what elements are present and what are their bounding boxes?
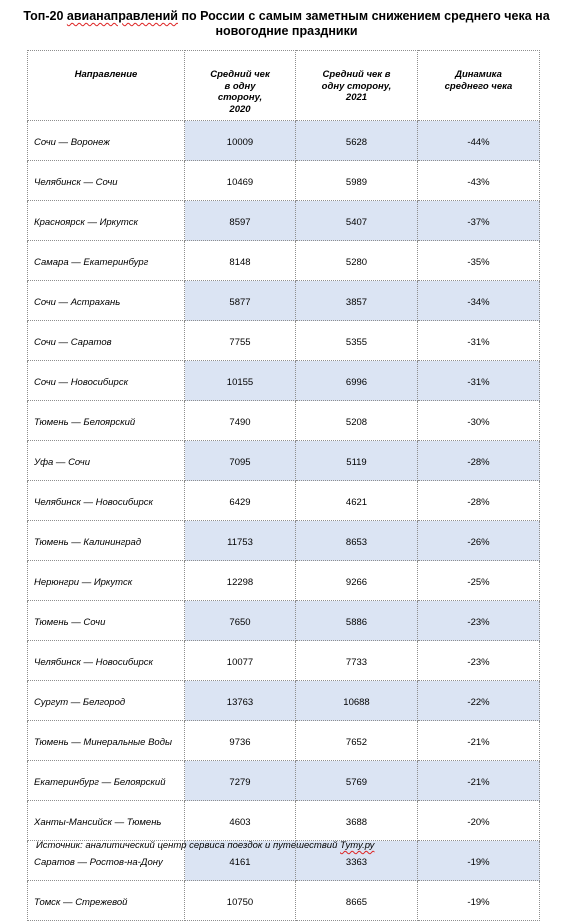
cell-avg-2021: 3363 bbox=[296, 841, 418, 881]
cell-dynamics: -21% bbox=[418, 721, 540, 761]
cell-avg-2021: 8665 bbox=[296, 881, 418, 921]
table-row bbox=[28, 361, 540, 401]
title-underlined-word: авианаправлений bbox=[66, 9, 178, 23]
cell-avg-2021: 5628 bbox=[296, 121, 418, 161]
cell-avg-2020: 8148 bbox=[185, 241, 296, 281]
cell-dynamics: -34% bbox=[418, 281, 540, 321]
cell-avg-2020: 7095 bbox=[185, 441, 296, 481]
page-title bbox=[10, 9, 563, 39]
table-row bbox=[28, 601, 540, 641]
cell-direction: Сургут — Белгород bbox=[28, 681, 185, 721]
cell-avg-2021: 7652 bbox=[296, 721, 418, 761]
header-avg-2020-text: Средний чек в одну сторону, 2020 bbox=[210, 69, 270, 115]
cell-avg-2020: 4161 bbox=[185, 841, 296, 881]
cell-avg-2021: 5208 bbox=[296, 401, 418, 441]
header-direction: Направление bbox=[28, 51, 185, 121]
table-row bbox=[28, 521, 540, 561]
cell-dynamics: -20% bbox=[418, 801, 540, 841]
table-row bbox=[28, 561, 540, 601]
routes-table bbox=[27, 50, 540, 921]
cell-direction: Самара — Екатеринбург bbox=[28, 241, 185, 281]
table-row bbox=[28, 481, 540, 521]
cell-avg-2020: 5877 bbox=[185, 281, 296, 321]
source-note bbox=[36, 840, 374, 851]
title-part-2: по России с самым заметным снижением среднего чека на новогодние праздники bbox=[177, 9, 550, 38]
table-row bbox=[28, 321, 540, 361]
cell-dynamics: -22% bbox=[418, 681, 540, 721]
cell-direction: Красноярск — Иркутск bbox=[28, 201, 185, 241]
source-prefix: Источник: аналитический центр сервиса поездок и путешествий bbox=[36, 840, 341, 851]
table-row bbox=[28, 801, 540, 841]
cell-dynamics: -44% bbox=[418, 121, 540, 161]
cell-dynamics: -37% bbox=[418, 201, 540, 241]
table-row bbox=[28, 401, 540, 441]
cell-avg-2021: 5886 bbox=[296, 601, 418, 641]
cell-direction: Тюмень — Сочи bbox=[28, 601, 185, 641]
cell-dynamics: -31% bbox=[418, 321, 540, 361]
cell-avg-2021: 5769 bbox=[296, 761, 418, 801]
cell-dynamics: -28% bbox=[418, 481, 540, 521]
table-row bbox=[28, 281, 540, 321]
cell-dynamics: -43% bbox=[418, 161, 540, 201]
cell-direction: Сочи — Новосибирск bbox=[28, 361, 185, 401]
cell-avg-2020: 7279 bbox=[185, 761, 296, 801]
cell-avg-2020: 10009 bbox=[185, 121, 296, 161]
title-part-1: Топ-20 bbox=[23, 9, 67, 23]
cell-direction: Уфа — Сочи bbox=[28, 441, 185, 481]
cell-avg-2020: 10155 bbox=[185, 361, 296, 401]
table-row bbox=[28, 641, 540, 681]
cell-direction: Сочи — Воронеж bbox=[28, 121, 185, 161]
cell-avg-2020: 10469 bbox=[185, 161, 296, 201]
cell-direction: Тюмень — Калининград bbox=[28, 521, 185, 561]
cell-direction: Челябинск — Новосибирск bbox=[28, 641, 185, 681]
table-row bbox=[28, 161, 540, 201]
cell-avg-2020: 4603 bbox=[185, 801, 296, 841]
cell-avg-2021: 5355 bbox=[296, 321, 418, 361]
cell-direction: Челябинск — Сочи bbox=[28, 161, 185, 201]
table-header-row bbox=[28, 51, 540, 121]
cell-avg-2020: 10077 bbox=[185, 641, 296, 681]
cell-direction: Сочи — Саратов bbox=[28, 321, 185, 361]
cell-direction: Челябинск — Новосибирск bbox=[28, 481, 185, 521]
cell-direction: Сочи — Астрахань bbox=[28, 281, 185, 321]
cell-dynamics: -19% bbox=[418, 881, 540, 921]
cell-avg-2020: 6429 bbox=[185, 481, 296, 521]
cell-dynamics: -31% bbox=[418, 361, 540, 401]
cell-dynamics: -23% bbox=[418, 641, 540, 681]
cell-avg-2020: 12298 bbox=[185, 561, 296, 601]
cell-dynamics: -35% bbox=[418, 241, 540, 281]
cell-avg-2021: 5989 bbox=[296, 161, 418, 201]
table-row bbox=[28, 441, 540, 481]
cell-dynamics: -25% bbox=[418, 561, 540, 601]
cell-avg-2021: 5119 bbox=[296, 441, 418, 481]
table-body bbox=[28, 121, 540, 921]
cell-dynamics: -26% bbox=[418, 521, 540, 561]
cell-direction: Ханты-Мансийск — Тюмень bbox=[28, 801, 185, 841]
cell-avg-2020: 10750 bbox=[185, 881, 296, 921]
cell-dynamics: -21% bbox=[418, 761, 540, 801]
cell-direction: Екатеринбург — Белоярский bbox=[28, 761, 185, 801]
cell-direction: Нерюнгри — Иркутск bbox=[28, 561, 185, 601]
table-row bbox=[28, 241, 540, 281]
cell-avg-2021: 6996 bbox=[296, 361, 418, 401]
cell-dynamics: -23% bbox=[418, 601, 540, 641]
cell-avg-2021: 5280 bbox=[296, 241, 418, 281]
cell-avg-2021: 9266 bbox=[296, 561, 418, 601]
header-avg-2020 bbox=[185, 51, 296, 121]
header-dynamics-text: Динамика среднего чека bbox=[444, 69, 513, 92]
header-dynamics bbox=[418, 51, 540, 121]
cell-direction: Саратов — Ростов-на-Дону bbox=[28, 841, 185, 881]
table-row bbox=[28, 121, 540, 161]
cell-direction: Тюмень — Белоярский bbox=[28, 401, 185, 441]
cell-avg-2021: 7733 bbox=[296, 641, 418, 681]
cell-dynamics: -19% bbox=[418, 841, 540, 881]
source-link[interactable]: Туту.ру bbox=[340, 840, 375, 851]
cell-direction: Тюмень — Минеральные Воды bbox=[28, 721, 185, 761]
cell-dynamics: -30% bbox=[418, 401, 540, 441]
cell-direction: Томск — Стрежевой bbox=[28, 881, 185, 921]
cell-avg-2020: 7650 bbox=[185, 601, 296, 641]
table-row bbox=[28, 681, 540, 721]
cell-avg-2020: 8597 bbox=[185, 201, 296, 241]
cell-avg-2021: 3688 bbox=[296, 801, 418, 841]
cell-avg-2020: 13763 bbox=[185, 681, 296, 721]
cell-dynamics: -28% bbox=[418, 441, 540, 481]
cell-avg-2021: 5407 bbox=[296, 201, 418, 241]
cell-avg-2021: 3857 bbox=[296, 281, 418, 321]
cell-avg-2020: 7490 bbox=[185, 401, 296, 441]
cell-avg-2021: 10688 bbox=[296, 681, 418, 721]
table-row bbox=[28, 201, 540, 241]
table-row bbox=[28, 761, 540, 801]
table-row bbox=[28, 721, 540, 761]
header-avg-2021-text: Средний чек в одну сторону, 2021 bbox=[321, 69, 392, 103]
table-row bbox=[28, 881, 540, 921]
cell-avg-2021: 4621 bbox=[296, 481, 418, 521]
cell-avg-2020: 11753 bbox=[185, 521, 296, 561]
cell-avg-2020: 9736 bbox=[185, 721, 296, 761]
cell-avg-2021: 8653 bbox=[296, 521, 418, 561]
cell-avg-2020: 7755 bbox=[185, 321, 296, 361]
header-avg-2021 bbox=[296, 51, 418, 121]
